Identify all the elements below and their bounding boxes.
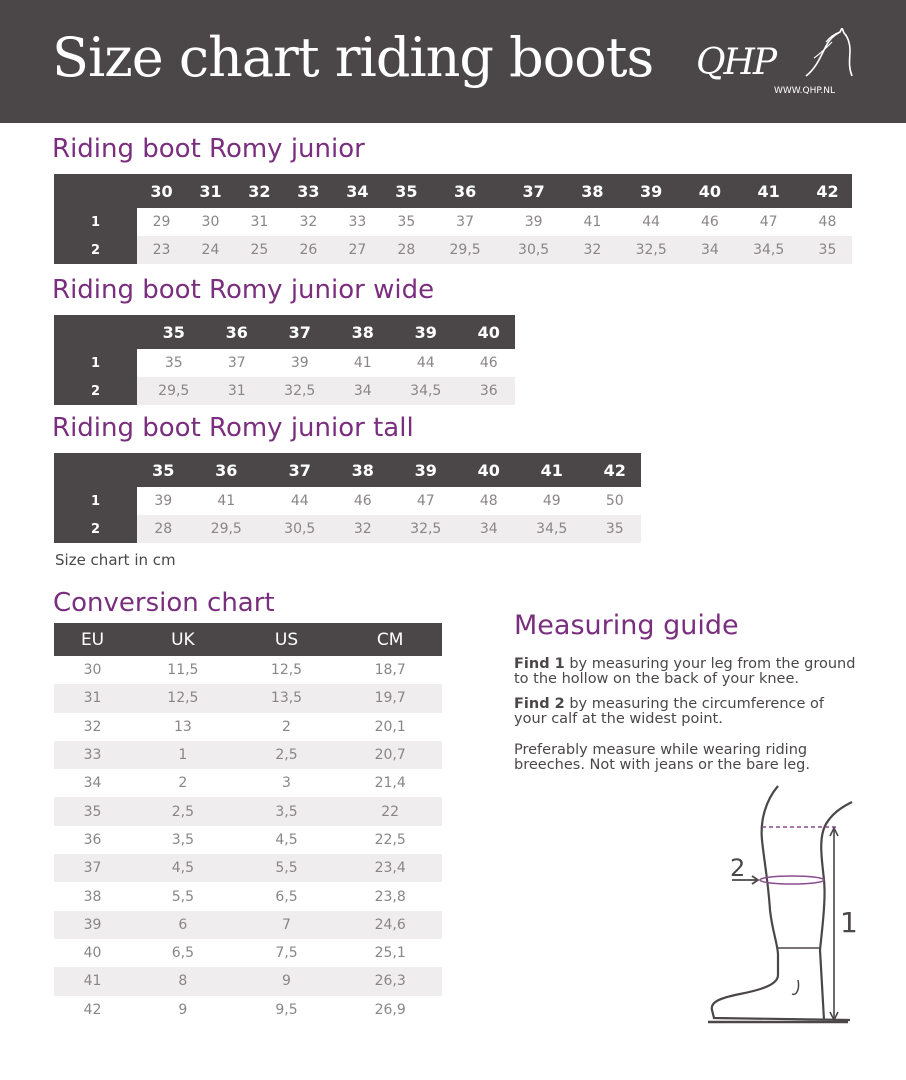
qhp-logo [694,28,864,100]
table-row [54,939,442,967]
cell: 34 [83,775,102,792]
cell: 37 [456,214,474,230]
cell: 44 [642,214,661,230]
size-header: 35 [382,174,431,208]
cell: 3,5 [235,797,339,825]
cell: 13 [173,718,192,735]
cell: 7 [235,911,339,939]
cell: 12,5 [270,662,303,679]
wide-size-header [54,315,515,349]
conversion-title: Conversion chart [53,588,275,618]
size-header: 40 [463,453,516,487]
cell: 26,3 [338,967,442,995]
cell: 41 [353,355,372,371]
size-header: 36 [431,174,500,208]
cell: 24,6 [338,911,442,939]
cell: 39 [290,355,309,371]
cell: 36 [463,377,516,405]
cell: 26 [284,236,333,264]
cell: 32 [299,214,318,230]
cell: 23,4 [338,854,442,882]
size-header: 37 [263,453,337,487]
cell: 34,5 [515,515,589,543]
cell: 46 [479,355,498,371]
table-row [54,656,442,684]
size-header: 34 [333,174,382,208]
cell: 9,5 [275,1001,298,1018]
cell: 27 [333,236,382,264]
cell: 40 [83,945,102,962]
cell: 6 [131,911,235,939]
cell: 11,5 [167,662,199,679]
cell: 41 [54,967,131,995]
size-header: 39 [389,315,463,349]
cell: 24 [186,236,235,264]
find2-line2: your calf at the widest point. [514,711,723,727]
size-header: 36 [190,453,264,487]
measure-label-2: 2 [730,854,746,882]
cell: 29,5 [431,236,500,264]
cell: 30,5 [499,236,568,264]
find2-text [514,697,874,727]
header-bar [0,0,906,123]
table-row [54,684,442,712]
table-corner [54,174,137,208]
size-header: 36 [211,315,264,349]
size-header: 42 [589,453,642,487]
size-header: 42 [803,174,852,208]
cell: 4,5 [131,854,235,882]
table-row [54,826,442,854]
cell: 22,5 [374,831,406,848]
wide-size-table [54,315,515,405]
table-row [54,797,442,825]
find2-line1: by measuring the circumference of [564,696,824,712]
cell: 47 [416,493,435,509]
find1-line2: to the hollow on the back of your knee. [514,671,800,687]
cell: 6,5 [275,888,298,905]
cell: 49 [542,493,561,509]
junior-title: Riding boot Romy junior [52,134,365,164]
find1-text [514,657,874,687]
cell: 31 [250,214,269,230]
table-row [54,854,442,882]
cell: 8 [131,967,235,995]
cell: 32,5 [617,236,686,264]
cell: 30,5 [263,515,337,543]
cell: 20,7 [338,741,442,769]
wide-title: Riding boot Romy junior wide [52,275,435,305]
cell: 32 [337,515,390,543]
tall-size-header [54,453,641,487]
cell: 13,5 [235,684,339,712]
cell: 31 [211,377,264,405]
size-header: 35 [137,453,190,487]
cell: 25 [235,236,284,264]
cell: 20,1 [374,718,406,735]
cell: 30 [201,214,220,230]
cell: 34 [337,377,390,405]
size-header: 40 [685,174,734,208]
cell: 2,5 [235,741,339,769]
cell: 46 [700,214,719,230]
cell: 35 [164,355,183,371]
cell: 23,8 [374,888,406,905]
cell: 35 [803,236,852,264]
table-row [54,882,442,910]
size-header: 41 [515,453,589,487]
cell: 42 [83,1001,102,1018]
table-row [54,713,442,741]
column-header: UK [131,623,235,656]
table-row [54,967,442,995]
cell: 34,5 [734,236,803,264]
cell: 34 [685,236,734,264]
cell: 5,5 [235,854,339,882]
cell: 2 [282,718,291,735]
cell: 39 [154,493,173,509]
cell: 34,5 [389,377,463,405]
table-row [54,515,641,543]
row-label: 1 [54,487,137,515]
cell: 44 [416,355,435,371]
junior-size-table [54,174,852,264]
row-label: 2 [54,515,137,543]
cell: 38 [83,888,102,905]
size-header: 37 [263,315,337,349]
size-header: 39 [389,453,463,487]
cell: 9 [235,967,339,995]
preference-text [514,743,874,773]
column-header: EU [54,623,131,656]
cell: 35 [589,515,642,543]
size-header: 38 [337,315,390,349]
table-row [54,349,515,377]
cell: 36 [83,831,102,848]
table-row [54,377,515,405]
pref-line1: Preferably measure while wearing riding [514,742,808,758]
cell: 39 [524,214,543,230]
size-header: 38 [568,174,617,208]
size-header: 31 [186,174,235,208]
cell: 21,4 [374,775,406,792]
cell: 41 [583,214,602,230]
find1-bold: Find 1 [514,656,565,672]
cell: 37 [227,355,246,371]
cell: 34 [463,515,516,543]
row-label: 2 [54,377,137,405]
cell: 4,5 [275,831,298,848]
cell: 48 [479,493,498,509]
cell: 41 [217,493,236,509]
table-row [54,996,442,1024]
cell: 26,9 [374,1001,406,1018]
row-label: 1 [54,349,137,377]
row-label: 1 [54,208,137,236]
size-header: 30 [137,174,186,208]
cell: 32 [83,718,102,735]
tall-title: Riding boot Romy junior tall [52,413,414,443]
cell: 35 [54,797,131,825]
page-title: Size chart riding boots [52,26,654,89]
cell: 23 [137,236,186,264]
table-row [54,769,442,797]
find2-bold: Find 2 [514,696,565,712]
cell: 18,7 [374,662,406,679]
pref-line2: breeches. Not with jeans or the bare leg. [514,757,810,773]
conversion-table [54,623,442,1024]
cell: 50 [605,493,624,509]
cell: 28 [137,515,190,543]
table-row [54,208,852,236]
logo-url: WWW.QHP.NL [774,86,836,96]
cell: 29,5 [190,515,264,543]
leg-measurement-illustration [700,780,870,1030]
cell: 46 [353,493,372,509]
column-header: CM [338,623,442,656]
cell: 33 [54,741,131,769]
cell: 44 [290,493,309,509]
junior-size-header [54,174,852,208]
table-corner [54,315,137,349]
cell: 5,5 [171,888,195,905]
table-row [54,911,442,939]
cell: 3,5 [171,831,195,848]
size-header: 40 [463,315,516,349]
cell: 33 [348,214,367,230]
size-header: 33 [284,174,333,208]
measuring-guide-title: Measuring guide [514,610,739,641]
horse-head-icon [786,28,856,84]
cell: 32 [568,236,617,264]
size-header: 35 [137,315,211,349]
cell: 31 [54,684,131,712]
cell: 12,5 [131,684,235,712]
cell: 35 [397,214,416,230]
size-header: 38 [337,453,390,487]
table-row [54,741,442,769]
table-corner [54,453,137,487]
logo-text: QHP [696,42,776,83]
cell: 6,5 [171,945,195,962]
cell: 3 [282,775,291,792]
size-header: 32 [235,174,284,208]
cell: 29 [152,214,171,230]
cell: 29,5 [137,377,211,405]
cell: 37 [54,854,131,882]
size-header: 39 [617,174,686,208]
size-header: 37 [499,174,568,208]
tall-size-table [54,453,641,543]
cell: 47 [759,214,778,230]
cell: 9 [178,1001,188,1018]
cell: 32,5 [263,377,337,405]
conversion-header [54,623,442,656]
measure-label-1: 1 [840,906,858,939]
row-label: 2 [54,236,137,264]
find1-line1: by measuring your leg from the ground [564,656,856,672]
table-row [54,236,852,264]
cell: 25,1 [374,945,406,962]
cell: 2 [178,775,188,792]
table-row [54,487,641,515]
cell: 7,5 [275,945,298,962]
column-header: US [235,623,339,656]
cell: 2,5 [131,797,235,825]
cell: 28 [382,236,431,264]
cell: 32,5 [389,515,463,543]
cell: 22 [338,797,442,825]
cell: 1 [131,741,235,769]
cell: 30 [83,662,102,679]
cell: 39 [54,911,131,939]
size-header: 41 [734,174,803,208]
cell: 48 [818,214,837,230]
size-unit-note: Size chart in cm [55,551,176,569]
cell: 19,7 [338,684,442,712]
